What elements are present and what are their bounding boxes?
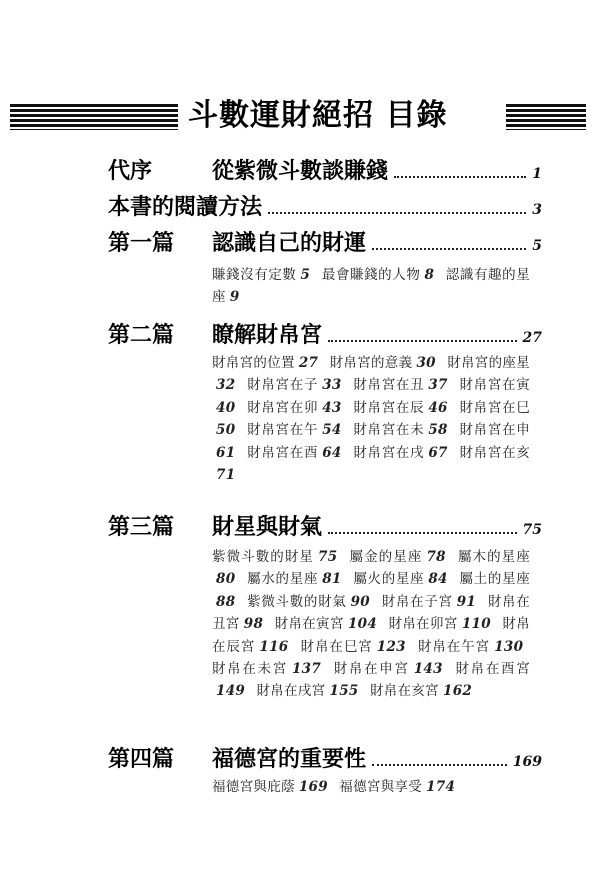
part1-subsections — [212, 264, 530, 309]
subsection-page: 104 — [347, 616, 378, 633]
subsection-page: 67 — [428, 444, 448, 461]
subsection-page: 75 — [318, 549, 338, 565]
subsection-page: 50 — [216, 422, 236, 439]
entry-page: 5 — [532, 238, 542, 254]
subsection-label: 財帛在子宮 — [381, 593, 453, 610]
subsection-page: 88 — [216, 593, 236, 610]
dot-leader — [372, 764, 507, 766]
entry-title: 從紫微斗數談賺錢 — [212, 158, 389, 184]
part4-subsections — [212, 776, 530, 798]
subsection-label: 認識有趣的星座 — [212, 267, 530, 306]
subsection-page: 162 — [443, 683, 473, 700]
entry-chapter: 第二篇 — [108, 322, 175, 348]
subsection-page: 110 — [461, 616, 491, 633]
subsection-page: 54 — [322, 422, 342, 439]
subsection-label: 財帛在卯宮 — [388, 616, 458, 633]
subsection-label: 財帛在未宮 — [212, 661, 288, 678]
toc-entry-part2 — [108, 318, 542, 348]
subsection-page: 32 — [216, 377, 236, 394]
entry-title: 財星與財氣 — [212, 514, 323, 540]
subsection-label: 財帛宮在未 — [353, 422, 425, 439]
subsection-label: 財帛在丑宮 — [212, 593, 530, 633]
subsection-label: 財帛宮在午 — [247, 422, 319, 439]
subsection-page: 91 — [456, 593, 477, 610]
subsection-label: 紫微斗數的財氣 — [247, 593, 347, 610]
page-title: 斗數運財絕招 目錄 — [188, 98, 448, 133]
subsection-page: 90 — [350, 593, 370, 610]
subsection-label: 紫微斗數的財星 — [212, 549, 314, 565]
toc-entry-howto — [108, 190, 542, 220]
subsection-label: 福德宮與享受 — [339, 779, 423, 795]
dot-leader — [268, 212, 526, 214]
dot-leader — [328, 532, 517, 534]
subsection-label: 財帛宮在辰 — [353, 399, 425, 416]
subsection-page: 58 — [428, 422, 448, 439]
entry-title: 本書的閱讀方法 — [108, 194, 263, 220]
subsection-page: 169 — [298, 779, 328, 795]
dot-leader — [372, 248, 526, 250]
subsection-page: 123 — [376, 638, 406, 655]
subsection-label: 財帛宮在申 — [459, 422, 531, 439]
subsection-label: 財帛宮在巳 — [459, 399, 531, 416]
subsection-page: 174 — [426, 779, 456, 795]
subsection-label: 最會賺錢的人物 — [321, 267, 421, 283]
subsection-label: 財帛宮在卯 — [247, 399, 319, 416]
entry-chapter: 第三篇 — [108, 514, 175, 540]
subsection-label: 財帛宮在丑 — [353, 377, 425, 394]
entry-page: 75 — [522, 522, 542, 538]
subsection-label: 財帛宮的意義 — [329, 355, 413, 371]
dot-leader — [394, 176, 526, 178]
part2-subsections — [212, 352, 530, 486]
subsection-label: 賺錢沒有定數 — [212, 267, 297, 283]
subsection-label: 財帛宮在亥 — [459, 444, 531, 461]
subsection-page: 155 — [329, 683, 359, 700]
subsection-label: 屬木的星座 — [457, 549, 531, 565]
subsection-page: 98 — [243, 616, 264, 633]
subsection-page: 149 — [216, 683, 246, 700]
subsection-label: 財帛在亥宮 — [369, 683, 439, 700]
subsection-page: 130 — [494, 638, 524, 655]
subsection-label: 財帛宮的座星 — [447, 355, 530, 371]
entry-title: 認識自己的財運 — [212, 230, 367, 256]
subsection-page: 137 — [291, 661, 322, 678]
subsection-page: 80 — [216, 571, 236, 588]
dot-leader — [328, 340, 517, 342]
title-stripe-left — [10, 104, 178, 130]
toc-entry-part3 — [108, 510, 542, 540]
entry-chapter: 代序 — [108, 158, 153, 184]
subsection-label: 財帛宮在酉 — [247, 444, 319, 461]
subsection-label: 財帛宮在寅 — [459, 377, 531, 394]
subsection-label: 屬金的星座 — [349, 549, 423, 565]
subsection-label: 財帛在酉宮 — [455, 661, 531, 678]
subsection-page: 84 — [428, 571, 448, 588]
subsection-page: 143 — [413, 661, 443, 678]
subsection-label: 財帛在巳宮 — [300, 638, 373, 655]
entry-page: 169 — [512, 754, 542, 770]
subsection-page: 78 — [426, 549, 446, 565]
subsection-page: 64 — [322, 444, 342, 461]
subsection-label: 財帛在寅宮 — [274, 616, 344, 633]
subsection-page: 27 — [298, 355, 319, 371]
title-bar — [10, 96, 586, 136]
entry-page: 27 — [522, 330, 542, 346]
entry-chapter: 第一篇 — [108, 230, 175, 256]
subsection-label: 財帛在辰宮 — [212, 616, 530, 655]
subsection-label: 屬火的星座 — [353, 571, 425, 588]
subsection-page: 81 — [322, 571, 342, 588]
subsection-page: 8 — [424, 267, 435, 283]
subsection-label: 屬水的星座 — [247, 571, 319, 588]
entry-title: 瞭解財帛宮 — [212, 322, 323, 348]
subsection-page: 9 — [229, 289, 240, 306]
toc-entry-part1 — [108, 226, 542, 256]
subsection-page: 61 — [216, 444, 236, 461]
subsection-page: 46 — [428, 399, 448, 416]
subsection-page: 37 — [428, 377, 448, 394]
subsection-page: 43 — [322, 399, 342, 416]
subsection-label: 財帛宮在戌 — [353, 444, 425, 461]
toc-entry-preface — [108, 154, 542, 184]
entry-page: 1 — [532, 166, 542, 182]
title-stripe-right — [506, 104, 586, 130]
subsection-label: 屬土的星座 — [459, 571, 531, 588]
toc-entry-part4 — [108, 742, 542, 772]
subsection-label: 財帛在申宮 — [333, 661, 410, 678]
subsection-page: 40 — [216, 399, 236, 416]
subsection-label: 財帛在戌宮 — [256, 683, 326, 700]
subsection-label: 財帛在午宮 — [417, 638, 491, 655]
subsection-page: 71 — [216, 467, 236, 484]
subsection-page: 116 — [259, 638, 289, 655]
subsection-label: 福德宮與庇蔭 — [212, 779, 295, 795]
subsection-label: 財帛宮的位置 — [212, 355, 295, 371]
subsection-page: 33 — [322, 377, 342, 394]
entry-title: 福德宮的重要性 — [212, 746, 367, 772]
subsection-label: 財帛宮在子 — [247, 377, 319, 394]
subsection-page: 5 — [300, 267, 311, 283]
subsection-page: 30 — [416, 355, 436, 371]
entry-page: 3 — [532, 202, 542, 218]
part3-subsections — [212, 546, 530, 703]
entry-chapter: 第四篇 — [108, 746, 175, 772]
